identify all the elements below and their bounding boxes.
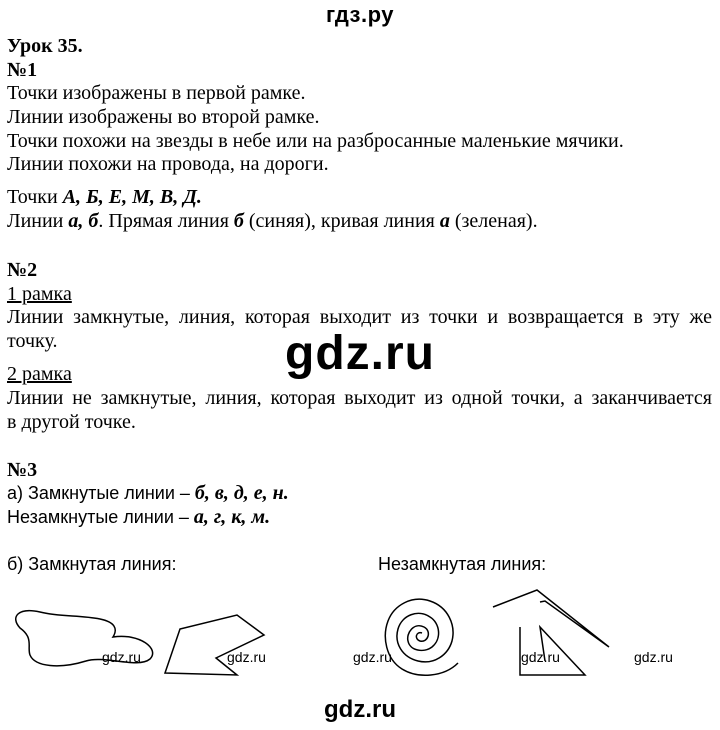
frame1-text-1: Линии замкнутые, линия, которая выходит из точки и возвращается в эту же [7, 306, 712, 328]
frame2-heading: 2 рамка [7, 363, 72, 385]
frame2-text-1: Линии не замкнутые, линия, которая выходит из одной точки, а заканчивается [7, 387, 712, 409]
open-label: Незамкнутые линии – [7, 507, 189, 527]
open-spiral [385, 599, 458, 675]
closed-polygon [165, 615, 264, 675]
lines-rest-3: (зеленая). [454, 210, 538, 232]
task3-closed [7, 481, 289, 505]
open-letters: а, г, к, м. [193, 506, 271, 528]
frame2-text-2: в другой точке. [7, 411, 136, 433]
watermark-bottom: gdz.ru [324, 696, 396, 723]
watermark-small-1: gdz.ru [102, 649, 141, 665]
frame1-heading: 1 рамка [7, 283, 72, 305]
task3-number: №3 [7, 459, 38, 481]
watermark-small-2: gdz.ru [227, 649, 266, 665]
points-value: А, Б, Е, М, В, Д. [62, 186, 202, 208]
lines-rest-2: (синяя), кривая линия [248, 210, 435, 232]
lines-value: а, б [68, 210, 99, 232]
points-label: Точки [7, 186, 58, 208]
watermark-small-5: gdz.ru [634, 649, 673, 665]
frame1-text-2: точку. [7, 330, 58, 352]
task1-points [7, 185, 202, 209]
curve-letter: а [439, 210, 450, 232]
closed-label: а) Замкнутые линии – [7, 483, 190, 503]
task1-line-4: Линии похожи на провода, на дороги. [7, 153, 329, 175]
lines-rest-1: . Прямая линия [98, 210, 229, 232]
task1-lines-answer [7, 209, 538, 233]
watermark-center: gdz.ru [285, 327, 435, 380]
task1-line-2: Линии изображены во второй рамке. [7, 106, 320, 128]
line-drawings [0, 575, 720, 690]
straight-letter: б [233, 210, 244, 232]
closed-letters: б, в, д, е, н. [194, 482, 289, 504]
task1-line-1: Точки изображены в первой рамке. [7, 82, 306, 104]
lines-label: Линии [7, 210, 64, 232]
watermark-small-3: gdz.ru [353, 649, 392, 665]
site-header: гдз.ру [326, 2, 394, 27]
lesson-title: Урок 35. [7, 35, 83, 57]
watermark-small-4: gdz.ru [521, 649, 560, 665]
task3-open [7, 505, 270, 529]
task2-number: №2 [7, 259, 38, 281]
open-line-caption: Незамкнутая линия: [378, 554, 547, 574]
task1-number: №1 [7, 59, 38, 81]
closed-line-caption: б) Замкнутая линия: [7, 554, 177, 574]
task1-line-3: Точки похожи на звезды в небе или на разбросанные маленькие мячики. [7, 130, 624, 152]
